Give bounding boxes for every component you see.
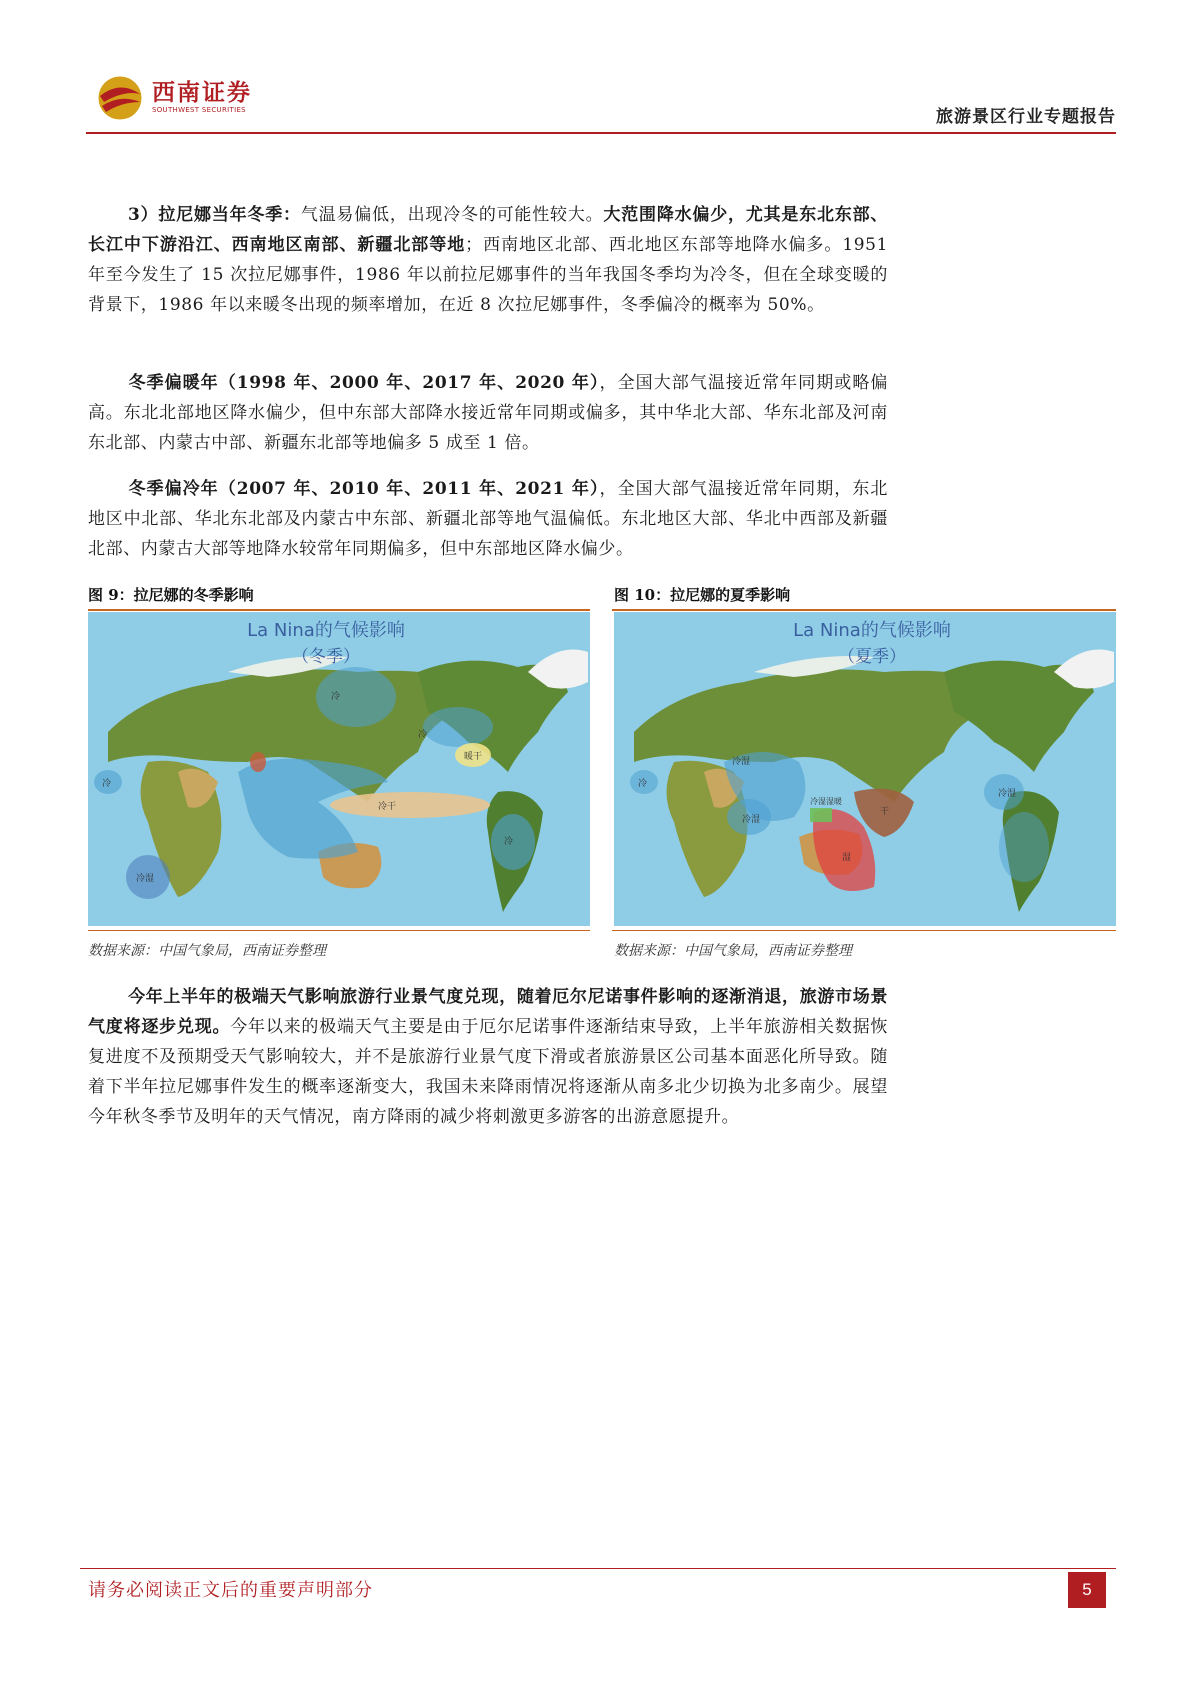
logo-mark-icon (94, 72, 146, 124)
paragraph-conclusion (88, 982, 888, 1132)
paragraph-text: ，全国大部气温接近常年同期或略偏高。东北北部地区降水偏少，但中东部大部降水接近常年同期或偏多，其中华北大部、华东北部及河南东北部、内蒙古中部、新疆东北部等地偏多 5 成至 1 倍。 (88, 373, 888, 453)
map-season: （夏季） (838, 647, 906, 667)
map-label-warm-dry: 暖干 (464, 752, 483, 762)
page-number: 5 (1068, 1572, 1106, 1608)
paragraph-lead: 冬季偏冷年（2007 年、2010 年、2011 年、2021 年） (128, 479, 600, 499)
page-header (86, 64, 1116, 138)
map-title: La Nina的气候影响 (247, 620, 405, 641)
figure-10-bottom-rule (612, 930, 1116, 931)
header-divider (86, 132, 1116, 134)
logo-text-en: SOUTHWEST SECURITIES (152, 106, 246, 114)
paragraph-text: ，全国大部气温接近常年同期，东北地区中北部、华北东北部及内蒙古中东部、新疆北部等地气温偏低。东北地区大部、华北中西部及新疆北部、内蒙古大部等地降水较常年同期偏多，但中东部地区降水偏少。 (88, 479, 888, 559)
map-season: （冬季） (292, 647, 360, 667)
map-label-cold-wet: 冷湿 (998, 789, 1017, 799)
map-label-dry: 干 (880, 807, 890, 817)
map-label-cold: 冷 (418, 730, 428, 740)
figure-10-source: 数据来源：中国气象局，西南证券整理 (614, 943, 852, 959)
map-label-cold: 冷 (638, 779, 648, 789)
paragraph-cold-winter (88, 474, 888, 564)
la-nina-summer-map (614, 612, 1116, 926)
paragraph-lead: 3）拉尼娜当年冬季： (128, 205, 301, 225)
paragraph-lead: 今年上半年的极端天气影响旅游行业景气度兑现，随着厄尔尼诺事件影响的逐渐消退，旅游市场景气度将逐步兑现。 (88, 987, 888, 1037)
paragraph-text: ；西南地区北部、西北地区东部等地降水偏多。1951 年至今发生了 15 次拉尼娜事件，1986 年以前拉尼娜事件的当年我国冬季均为冷冬，但在全球变暖的背景下，1986 年以来暖冬出现的频率增加，在近 8 次拉尼娜事件，冬季偏冷的概率为 50%。 (88, 235, 888, 315)
figure-10-title: 图 10：拉尼娜的夏季影响 (614, 586, 791, 604)
report-title: 旅游景区行业专题报告 (936, 107, 1116, 127)
map-label-cold: 冷 (102, 779, 112, 789)
disclaimer-note: 请务必阅读正文后的重要声明部分 (88, 1580, 373, 1601)
figure-9-map (88, 612, 590, 926)
map-title: La Nina的气候影响 (793, 620, 951, 641)
paragraph-bold-text: 大范围降水偏少，尤其是东北东部、长江中下游沿江、西南地区南部、新疆北部等地 (88, 205, 889, 255)
paragraph-lead: 冬季偏暖年（1998 年、2000 年、2017 年、2020 年） (128, 373, 600, 393)
map-label-wet: 湿 (842, 853, 852, 863)
paragraph-la-nina-winter (88, 200, 888, 320)
map-label-cold-wet: 冷湿 (742, 815, 761, 825)
paragraph-text: 今年以来的极端天气主要是由于厄尔尼诺事件逐渐结束导致，上半年旅游相关数据恢复进度不及预期受天气影响较大，并不是旅游行业景气度下滑或者旅游景区公司基本面恶化所导致。随着下半年拉尼娜事件发生的概率逐渐变大，我国未来降雨情况将逐渐从南多北少切换为北多南少。展望今年秋冬季节及明年的天气情况，南方降雨的减少将刺激更多游客的出游意愿提升。 (88, 1017, 888, 1127)
map-label-cold-wet-hot: 冷湿湿暖 (810, 797, 842, 806)
figure-10-top-rule (612, 609, 1116, 611)
map-label-cold-wet: 冷湿 (732, 757, 751, 767)
footer-divider (80, 1568, 1116, 1569)
map-label-cold-dry: 冷干 (378, 802, 397, 812)
logo-text-cn: 西南证券 (152, 79, 252, 106)
figure-9-title: 图 9：拉尼娜的冬季影响 (88, 586, 254, 604)
map-label-cold-wet: 冷湿 (136, 874, 155, 884)
map-label-cold: 冷 (504, 837, 514, 847)
map-label-cold: 冷 (331, 692, 341, 702)
figure-10-map (614, 612, 1116, 926)
figure-9-bottom-rule (88, 930, 590, 931)
paragraph-warm-winter (88, 368, 888, 458)
figure-9-source: 数据来源：中国气象局，西南证券整理 (88, 943, 326, 959)
company-logo (94, 72, 254, 124)
paragraph-text: 气温易偏低，出现冷冬的可能性较大。 (300, 205, 604, 225)
la-nina-winter-map (88, 612, 590, 926)
figure-9-top-rule (88, 609, 590, 611)
